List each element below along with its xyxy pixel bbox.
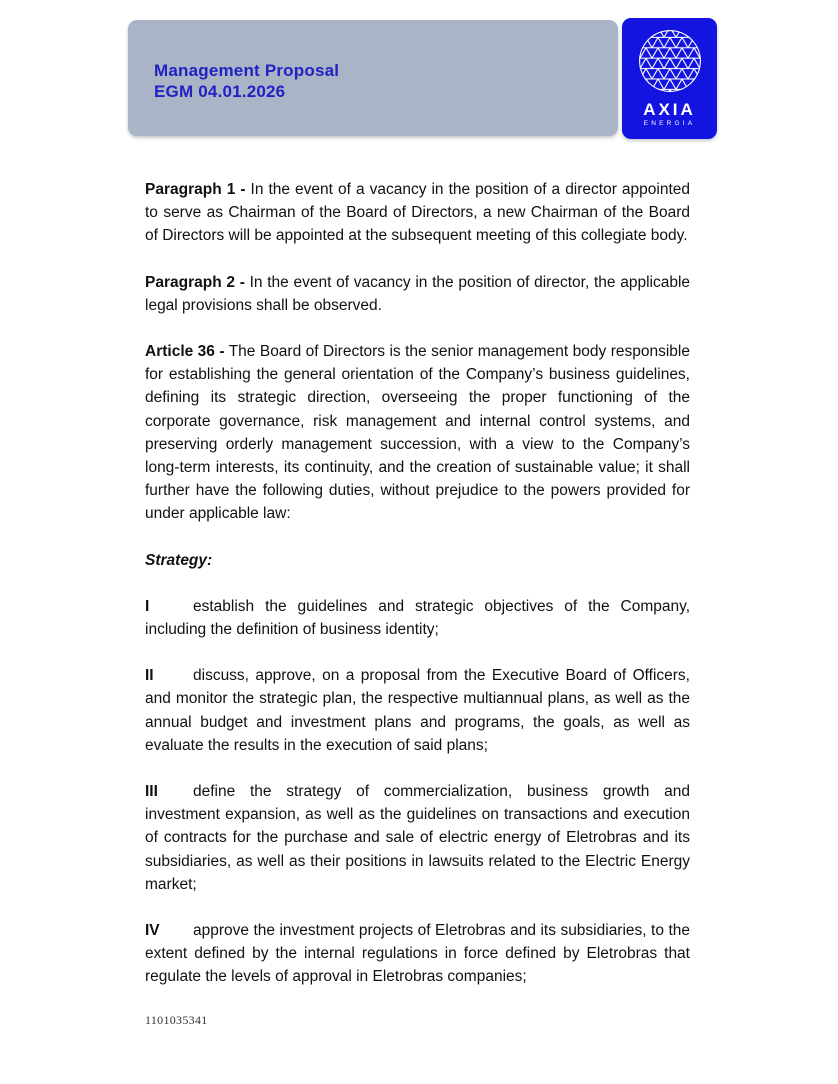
list-item-ii-numeral: II: [145, 667, 154, 685]
list-item-i-text: establish the guidelines and strategic objectives of the Company, including the definition of business identity;: [145, 597, 690, 639]
list-item-iv-numeral: IV: [145, 922, 160, 940]
company-logo: [622, 18, 717, 139]
list-item-i: [145, 595, 690, 641]
list-item-iv-text: approve the investment projects of Eletrobras and its subsidiaries, to the extent defined by the internal regulations in force defined by Eletrobras that regulate the levels of approval in Eletrobras companies;: [145, 922, 690, 986]
logo-brand-text: AXIA: [643, 100, 696, 119]
paragraph-1-text: In the event of a vacancy in the position of a director appointed to serve as Chairman of the Board of Directors, a new Chairman of the Board of Directors will be appointed at the subsequent meeting of this collegiate body.: [145, 181, 690, 245]
article-36-text: The Board of Directors is the senior management body responsible for establishing the general orientation of the Company’s business guidelines, defining its strategic direction, overseeing the proper functioning of the corporate governance, risk management and internal control systems, and preserving orderly management succession, with a view to the Company’s long-term interests, its continuity, and the creation of sustainable value; it shall further have the following duties, without prejudice to the powers provided for under applicable law:: [145, 343, 690, 523]
logo-sub-text: ENERGIA: [643, 120, 696, 127]
paragraph-1-label: Paragraph 1 -: [145, 181, 246, 198]
paragraph-1: [145, 178, 690, 248]
geodesic-sphere-icon: [634, 27, 706, 99]
list-item-iii-numeral: III: [145, 783, 158, 801]
list-item-iii: [145, 780, 690, 896]
page-title-line1: Management Proposal: [154, 61, 340, 80]
article-36-label: Article 36 -: [145, 343, 225, 361]
paragraph-2-text: In the event of vacancy in the position of director, the applicable legal provisions shall be observed.: [145, 273, 691, 314]
paragraph-2: [145, 271, 690, 317]
list-item-ii: [145, 664, 690, 757]
list-item-ii-text: discuss, approve, on a proposal from the Executive Board of Officers, and monitor the strategic plan, the respective multiannual plans, as well as the annual budget and investment plans and programs, the goals, as well as evaluate the results in the execution of said plans;: [145, 667, 690, 754]
paragraph-2-label: Paragraph 2 -: [145, 273, 245, 291]
footer-document-number: 1101035341: [145, 1013, 208, 1027]
section-heading-strategy: Strategy:: [145, 551, 213, 569]
list-item-iii-text: define the strategy of commercialization, business growth and investment expansion, as well as the guidelines on transactions and execution of contracts for the purchase and sale of electric energy of Eletrobras and its subsidiaries, as well as their positions in lawsuits related to the Electric Energy market;: [145, 783, 690, 893]
page-title: [154, 60, 339, 102]
header-banner: [128, 20, 618, 136]
document-body: [145, 178, 690, 1012]
list-item-iv: [145, 919, 690, 989]
page-title-line2: EGM 04.01.2026: [154, 82, 286, 101]
list-item-i-numeral: I: [145, 597, 150, 615]
article-36: [145, 340, 690, 526]
